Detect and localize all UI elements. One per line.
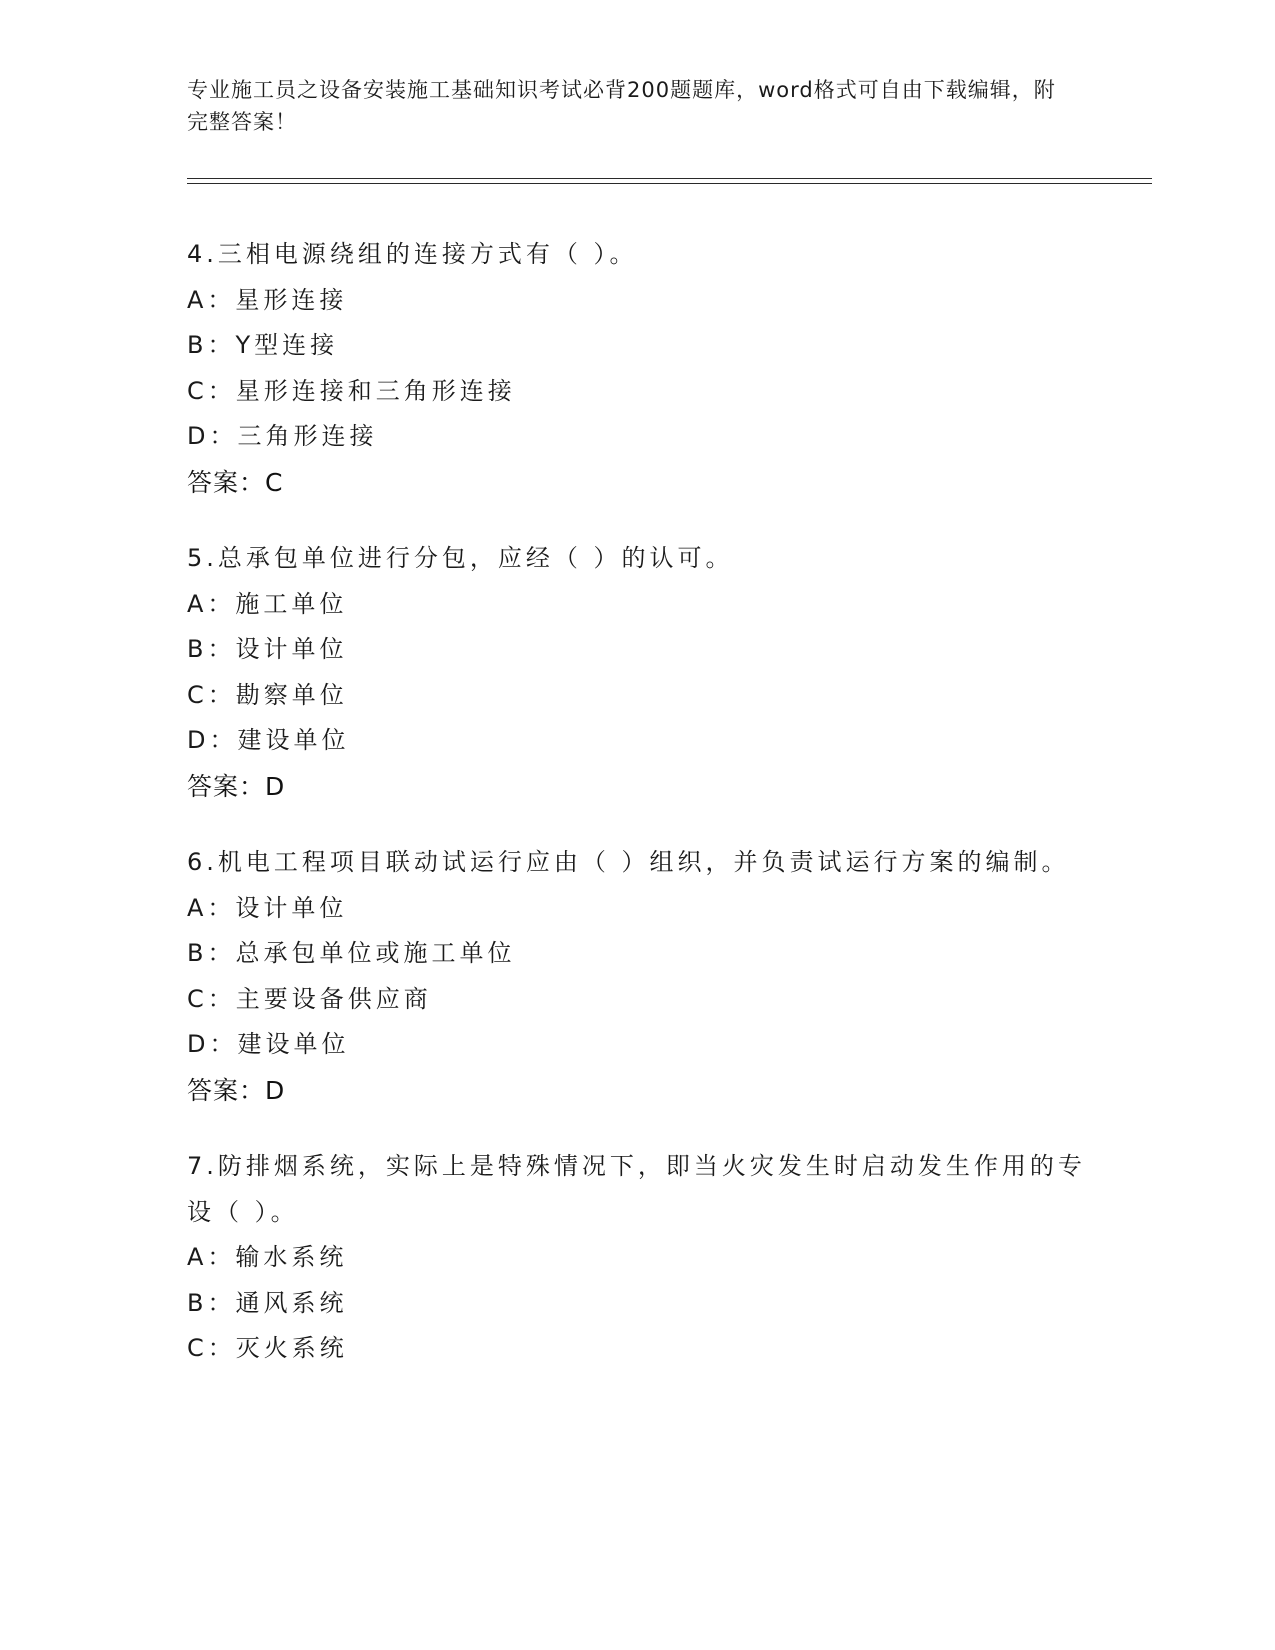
option-b: B：Y型连接 (187, 331, 339, 359)
question-stem: 6.机电工程项目联动试运行应由（ ）组织，并负责试运行方案的编制。 (187, 848, 1070, 876)
question-item (187, 1144, 1087, 1372)
option-b: B：总承包单位或施工单位 (187, 939, 516, 967)
answer-line: 答案：D (187, 1075, 286, 1105)
header-rule-bottom (187, 183, 1152, 184)
document-header: 专业施工员之设备安装施工基础知识考试必背200题题库，word格式可自由下载编辑，附完整答案！ (187, 78, 1056, 134)
question-item (187, 840, 1087, 1113)
option-c: C：灭火系统 (187, 1334, 348, 1362)
question-stem: 4.三相电源绕组的连接方式有（ ）。 (187, 240, 638, 268)
header-rule-top (187, 178, 1152, 179)
option-a: A：输水系统 (187, 1243, 348, 1271)
option-b: B：通风系统 (187, 1288, 348, 1317)
option-a: A：施工单位 (187, 589, 348, 618)
option-d: D：三角形连接 (187, 422, 378, 450)
option-a: A：星形连接 (187, 285, 348, 314)
option-d: D：建设单位 (187, 1030, 350, 1058)
answer-line: 答案：C (187, 467, 284, 497)
option-a: A：设计单位 (187, 893, 348, 922)
question-stem: 7.防排烟系统，实际上是特殊情况下，即当火灾发生时启动发生作用的专设（ ）。 (187, 1152, 1086, 1226)
question-list (187, 232, 1087, 1403)
option-c: C：主要设备供应商 (187, 984, 432, 1013)
question-item (187, 232, 1087, 505)
option-c: C：勘察单位 (187, 680, 348, 709)
option-b: B：设计单位 (187, 635, 348, 663)
option-d: D：建设单位 (187, 726, 350, 754)
question-item (187, 536, 1087, 809)
answer-line: 答案：D (187, 771, 286, 801)
question-stem: 5.总承包单位进行分包，应经（ ）的认可。 (187, 544, 734, 572)
option-c: C：星形连接和三角形连接 (187, 376, 516, 405)
